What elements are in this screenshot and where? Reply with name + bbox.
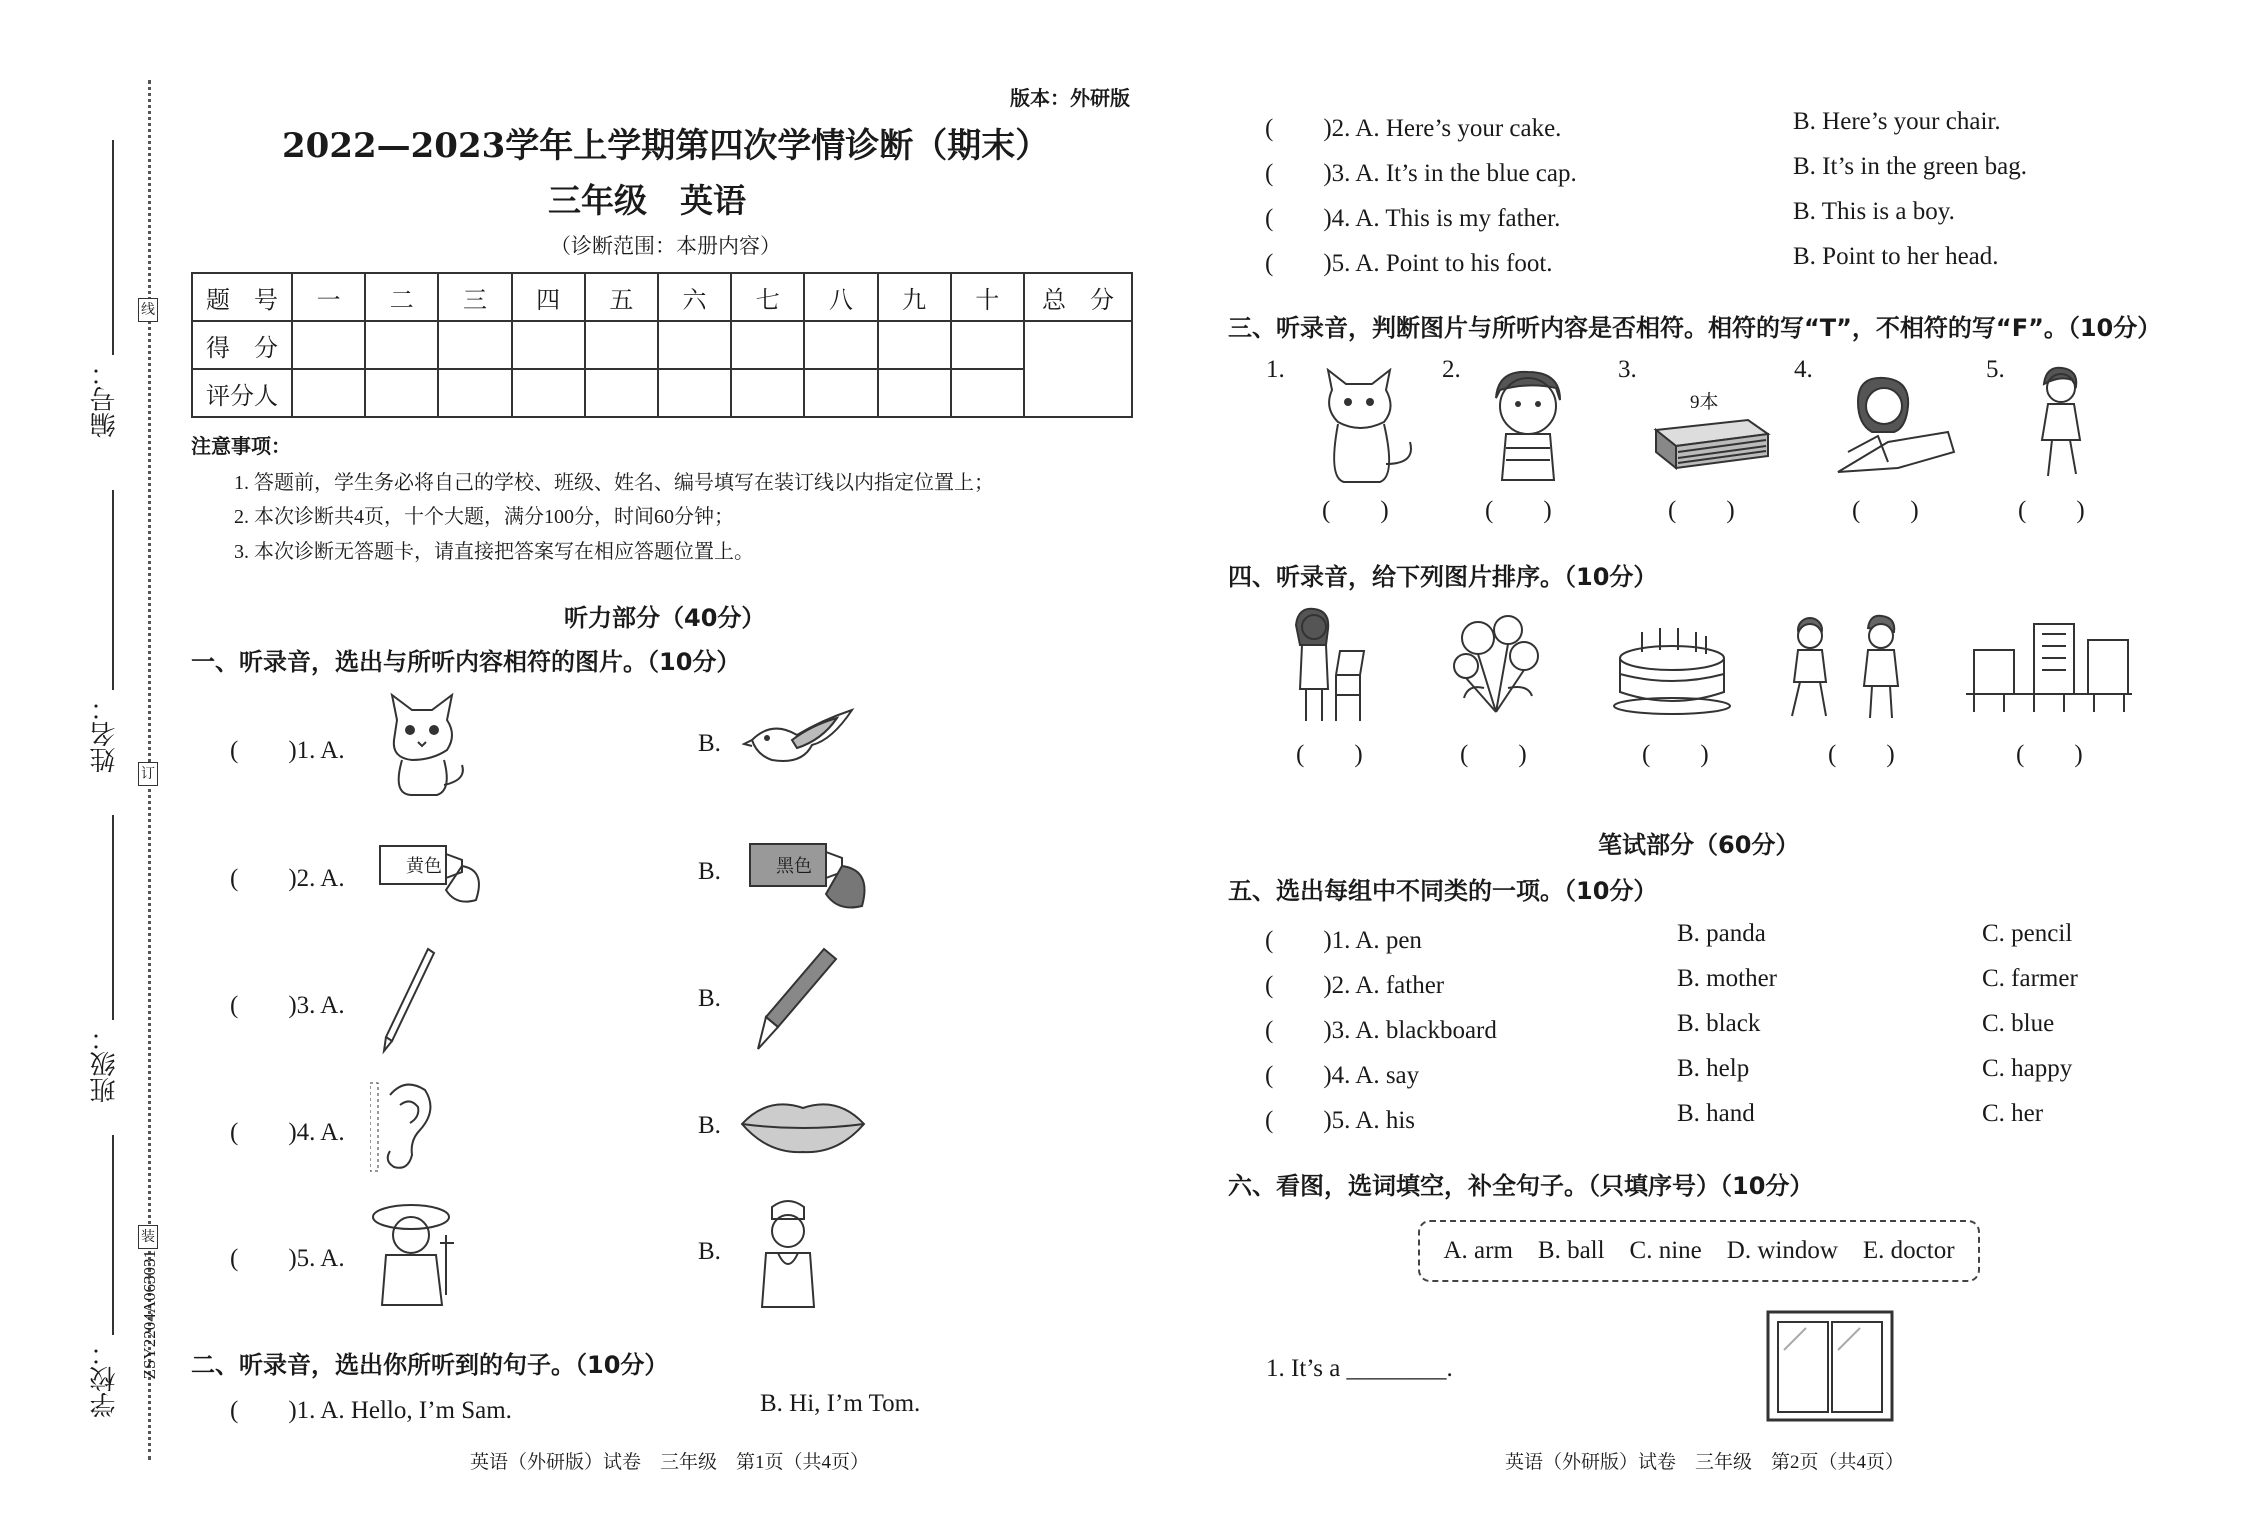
- score-header-cell: 八: [804, 273, 877, 321]
- sec2-item-3-b[interactable]: B. It’s in the green bag.: [1793, 153, 2027, 180]
- score-header-cell: 十: [951, 273, 1024, 321]
- score-row: [192, 321, 1132, 369]
- sec2-item-2-a[interactable]: ( )2. A. Here’s your cake.: [1265, 115, 1562, 142]
- score-row-label: 得 分: [192, 321, 292, 369]
- sec3-num-5: 5.: [1986, 356, 2005, 383]
- sec5-item-2-b: B. mother: [1677, 965, 1777, 992]
- sec5-item-4-a[interactable]: ( )4. A. say: [1265, 1062, 1420, 1089]
- sec1-item-4-prompt[interactable]: ( )4. A.: [230, 1119, 345, 1146]
- sec3-num-2: 2.: [1442, 356, 1461, 383]
- sec1-item-2-prompt[interactable]: ( )2. A.: [230, 865, 345, 892]
- sec2-item-3-a[interactable]: ( )3. A. It’s in the blue cap.: [1265, 160, 1577, 187]
- score-cell[interactable]: [731, 321, 804, 369]
- yellow-paint-label: 黄色: [406, 856, 442, 877]
- grader-cell[interactable]: [585, 369, 658, 417]
- score-cell[interactable]: [365, 321, 438, 369]
- cake-icon: [1612, 618, 1732, 718]
- sec4-blank-5[interactable]: ( ): [2016, 741, 2083, 768]
- sec1-item-3-prompt[interactable]: ( )3. A.: [230, 992, 345, 1019]
- flowers-icon: [1438, 608, 1558, 718]
- sec5-item-1-a[interactable]: ( )1. A. pen: [1265, 927, 1422, 954]
- section-6-title: 六、看图，选词填空，补全句子。（只填序号）（10分）: [1228, 1172, 1814, 1200]
- school-field[interactable]: [112, 1135, 114, 1335]
- notes-title: 注意事项：: [191, 434, 291, 458]
- black-paint-icon: [746, 838, 876, 916]
- sec5-item-3-b: B. black: [1677, 1010, 1761, 1037]
- sec4-blank-3[interactable]: ( ): [1642, 741, 1709, 768]
- listening-part-title: 听力部分（40分）: [564, 604, 766, 632]
- girl-chair-icon: [1286, 605, 1366, 725]
- pencil-icon: [378, 945, 438, 1055]
- note-item: 3. 本次诊断无答题卡，请直接把答案写在相应答题位置上。: [234, 541, 754, 563]
- sec4-blank-2[interactable]: ( ): [1460, 741, 1527, 768]
- score-cell[interactable]: [585, 321, 658, 369]
- boy-thinking-icon: [1478, 364, 1578, 484]
- sec1-item-1-b: B.: [698, 730, 721, 757]
- score-header-cell: 四: [512, 273, 585, 321]
- footer-left: 英语（外研版）试卷 三年级 第1页（共4页）: [470, 1452, 870, 1473]
- mouth-icon: [738, 1090, 868, 1160]
- name-field[interactable]: [112, 490, 114, 690]
- score-table: [191, 272, 1133, 418]
- score-cell[interactable]: [512, 321, 585, 369]
- paper-code: ZSY2204A063031: [140, 1250, 159, 1380]
- grader-cell[interactable]: [658, 369, 731, 417]
- score-cell[interactable]: [878, 321, 951, 369]
- grader-row-label: 评分人: [192, 369, 292, 417]
- yellow-paint-icon: [376, 840, 488, 910]
- score-header-cell: 一: [292, 273, 365, 321]
- sec2-item-2-b[interactable]: B. Here’s your chair.: [1793, 108, 2001, 135]
- note-item: 1. 答题前，学生务必将自己的学校、班级、姓名、编号填写在装订线以内指定位置上；: [234, 472, 994, 494]
- sec1-item-5-b: B.: [698, 1238, 721, 1265]
- class-label: 班级：: [90, 1025, 120, 1103]
- binding-mark-pack: 装: [138, 1225, 158, 1249]
- page-subtitle: 三年级 英语: [548, 181, 746, 220]
- sec3-num-3: 3.: [1618, 356, 1637, 383]
- section-3-title: 三、听录音，判断图片与所听内容是否相符。相符的写“T”，不相符的写“F”。（10分）: [1228, 314, 2162, 342]
- sec5-item-5-b: B. hand: [1677, 1100, 1755, 1127]
- sec2-item-1-b[interactable]: B. Hi, I’m Tom.: [760, 1390, 921, 1417]
- sec5-item-4-c: C. happy: [1982, 1055, 2073, 1082]
- score-table-header-row: [192, 273, 1132, 321]
- sec1-item-4-b: B.: [698, 1112, 721, 1139]
- score-cell[interactable]: [804, 321, 877, 369]
- name-label: 姓名：: [90, 695, 120, 773]
- word-bank: A. arm B. ball C. nine D. window E. doctor: [1418, 1220, 1980, 1282]
- binding-mark-bind: 订: [138, 762, 158, 786]
- sec2-item-4-b[interactable]: B. This is a boy.: [1793, 198, 1955, 225]
- sec3-num-4: 4.: [1794, 356, 1813, 383]
- score-header-cell: 六: [658, 273, 731, 321]
- grader-cell[interactable]: [292, 369, 365, 417]
- pen-icon: [744, 945, 844, 1055]
- section-2-title: 二、听录音，选出你所听到的句子。（10分）: [191, 1351, 669, 1379]
- sec3-blank-3[interactable]: ( ): [1668, 497, 1735, 524]
- sec5-item-5-c: C. her: [1982, 1100, 2044, 1127]
- binding-mark-line: 线: [138, 298, 158, 322]
- ear-icon: [370, 1075, 440, 1175]
- edition-label: 版本：外研版: [1010, 86, 1130, 110]
- grader-cell[interactable]: [438, 369, 511, 417]
- grader-cell[interactable]: [731, 369, 804, 417]
- city-icon: [1964, 620, 2134, 716]
- grader-cell[interactable]: [512, 369, 585, 417]
- black-paint-label: 黑色: [776, 856, 812, 877]
- score-cell[interactable]: [292, 321, 365, 369]
- girl-reading-icon: [1828, 372, 1958, 482]
- doctor-icon: [748, 1195, 828, 1310]
- window-icon: [1766, 1310, 1894, 1422]
- books-count-label: 9本: [1690, 392, 1719, 413]
- grader-cell[interactable]: [951, 369, 1024, 417]
- sec3-blank-2[interactable]: ( ): [1485, 497, 1552, 524]
- grader-cell[interactable]: [878, 369, 951, 417]
- sec5-item-4-b: B. help: [1677, 1055, 1750, 1082]
- sec1-item-1-prompt[interactable]: ( )1. A.: [230, 737, 345, 764]
- score-header-cell: 五: [585, 273, 658, 321]
- dog-icon: [1310, 368, 1420, 486]
- grader-row: [192, 369, 1132, 417]
- sec5-item-1-b: B. panda: [1677, 920, 1766, 947]
- sec1-item-2-b: B.: [698, 858, 721, 885]
- cat-icon: [372, 690, 472, 800]
- section-1-title: 一、听录音，选出与所听内容相符的图片。（10分）: [191, 648, 741, 676]
- score-cell[interactable]: [658, 321, 731, 369]
- grader-cell[interactable]: [804, 369, 877, 417]
- bird-icon: [742, 700, 862, 780]
- score-cell[interactable]: [951, 321, 1024, 369]
- books-icon: [1652, 412, 1772, 472]
- sec6-item-1[interactable]: 1. It’s a ________.: [1266, 1355, 1453, 1382]
- note-item: 2. 本次诊断共4页，十个大题，满分100分，时间60分钟；: [234, 506, 734, 528]
- sec3-blank-4[interactable]: ( ): [1852, 497, 1919, 524]
- score-header-cell: 总 分: [1024, 273, 1132, 321]
- sec2-item-4-a[interactable]: ( )4. A. This is my father.: [1265, 205, 1561, 232]
- score-header-cell: 九: [878, 273, 951, 321]
- score-header-cell: 题 号: [192, 273, 292, 321]
- grader-cell[interactable]: [365, 369, 438, 417]
- score-cell[interactable]: [438, 321, 511, 369]
- sec5-item-5-a[interactable]: ( )5. A. his: [1265, 1107, 1416, 1134]
- score-header-cell: 三: [438, 273, 511, 321]
- sec5-item-3-a[interactable]: ( )3. A. blackboard: [1265, 1017, 1497, 1044]
- score-header-cell: 七: [731, 273, 804, 321]
- sec5-item-3-c: C. blue: [1982, 1010, 2055, 1037]
- sec5-item-2-a[interactable]: ( )2. A. father: [1265, 972, 1445, 999]
- writing-part-title: 笔试部分（60分）: [1598, 831, 1800, 859]
- page-title: 2022—2023学年上学期第四次学情诊断（期末）: [282, 126, 1050, 166]
- sec5-item-1-c: C. pencil: [1982, 920, 2073, 947]
- class-field[interactable]: [112, 815, 114, 1020]
- sec4-blank-1[interactable]: ( ): [1296, 741, 1363, 768]
- sec2-item-5-a[interactable]: ( )5. A. Point to his foot.: [1265, 250, 1553, 277]
- number-field[interactable]: [112, 140, 114, 355]
- sec3-blank-5[interactable]: ( ): [2018, 497, 2085, 524]
- children-icon: [1782, 612, 1912, 722]
- farmer-icon: [366, 1195, 466, 1310]
- scope-note: （诊断范围：本册内容）: [550, 234, 781, 258]
- score-header-cell: 二: [365, 273, 438, 321]
- school-label: 学校：: [90, 1340, 120, 1418]
- total-score-cell[interactable]: [1024, 321, 1132, 417]
- footer-right: 英语（外研版）试卷 三年级 第2页（共4页）: [1505, 1452, 1905, 1473]
- sec3-blank-1[interactable]: ( ): [1322, 497, 1389, 524]
- number-label: 编号：: [90, 360, 120, 438]
- sec2-item-5-b[interactable]: B. Point to her head.: [1793, 243, 1999, 270]
- sec3-num-1: 1.: [1266, 356, 1285, 383]
- sec1-item-3-b: B.: [698, 985, 721, 1012]
- section-5-title: 五、选出每组中不同类的一项。（10分）: [1228, 877, 1658, 905]
- sec2-item-1-a[interactable]: ( )1. A. Hello, I’m Sam.: [230, 1397, 512, 1424]
- section-4-title: 四、听录音，给下列图片排序。（10分）: [1228, 563, 1658, 591]
- sec1-item-5-prompt[interactable]: ( )5. A.: [230, 1245, 345, 1272]
- sec4-blank-4[interactable]: ( ): [1828, 741, 1895, 768]
- girl-walking-icon: [2026, 364, 2096, 484]
- sec5-item-2-c: C. farmer: [1982, 965, 2078, 992]
